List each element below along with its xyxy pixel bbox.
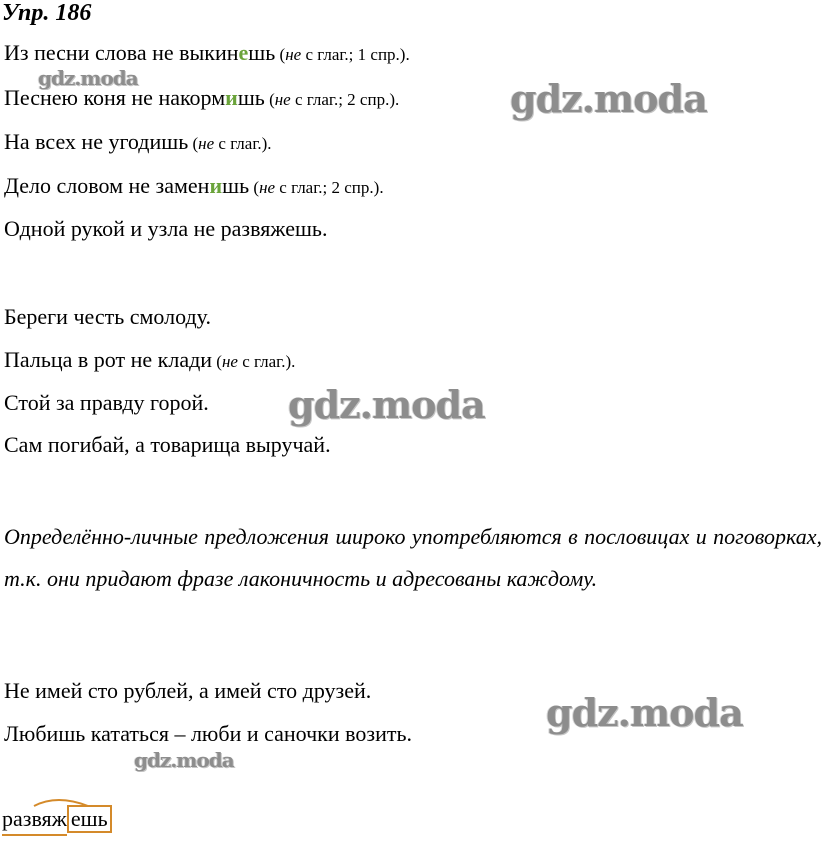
grammar-note: (не с глаг.; 2 спр.).: [249, 178, 384, 197]
grammar-note: (не с глаг.).: [188, 134, 272, 153]
sentence-text-end: шь: [248, 40, 276, 65]
sentence-text-end: шь: [237, 85, 265, 110]
exercise-title: Упр. 186: [2, 0, 92, 26]
watermark: gdz.moda: [510, 76, 707, 121]
sentence-text: Песнею коня не накорм: [4, 85, 226, 110]
sentence-line: [4, 432, 331, 458]
sentence-line: [4, 678, 371, 704]
root-arc-icon: [2, 796, 92, 808]
highlighted-letter: и: [209, 173, 223, 198]
explanation-paragraph: Определённо-личные предложения широко употребляются в пословицах и поговорках, т.к. они придают фразе лаконичность и адресованы каждому.: [4, 524, 822, 591]
sentence-text: Дело словом не замен: [4, 173, 210, 198]
watermark: gdz.moda: [546, 690, 743, 735]
word-stem: развяж: [2, 804, 67, 834]
sentence-line: [4, 173, 384, 201]
highlighted-letter: е: [238, 40, 249, 65]
word-ending: ешь: [67, 805, 112, 833]
sentence-line: [4, 85, 399, 113]
sentence-text: Любишь кататься – люби и саночки возить.: [4, 721, 412, 746]
watermark: gdz.moda: [134, 748, 234, 772]
sentence-line: [4, 216, 327, 242]
sentence-text: Пальца в рот не клади: [4, 347, 213, 372]
sentence-line: [4, 347, 295, 375]
grammar-note: (не с глаг.).: [212, 352, 296, 371]
sentence-text: Из песни слова не выкин: [4, 40, 239, 65]
morpheme-analysis: [2, 804, 112, 834]
sentence-text-end: шь: [222, 173, 250, 198]
grammar-note: (не с глаг.; 2 спр.).: [264, 90, 400, 109]
grammar-note: (не с глаг.; 1 спр.).: [275, 45, 410, 64]
sentence-text: На всех не угодишь: [4, 129, 189, 154]
sentence-text: Береги честь смолоду.: [4, 304, 211, 329]
sentence-line: [4, 390, 209, 416]
watermark: gdz.moda: [288, 382, 485, 427]
watermark: gdz.moda: [38, 66, 138, 90]
sentence-text: Стой за правду горой.: [4, 390, 209, 415]
highlighted-letter: и: [225, 85, 238, 110]
stem-underline: [2, 834, 67, 836]
sentence-line: [4, 129, 272, 157]
sentence-text: Не имей сто рублей, а имей сто друзей.: [4, 678, 372, 703]
sentence-line: [4, 40, 410, 68]
sentence-line: [4, 721, 412, 747]
sentence-line: [4, 304, 211, 330]
sentence-text: Сам погибай, а товарища выручай.: [4, 432, 331, 457]
sentence-text: Одной рукой и узла не развяжешь.: [4, 216, 328, 241]
